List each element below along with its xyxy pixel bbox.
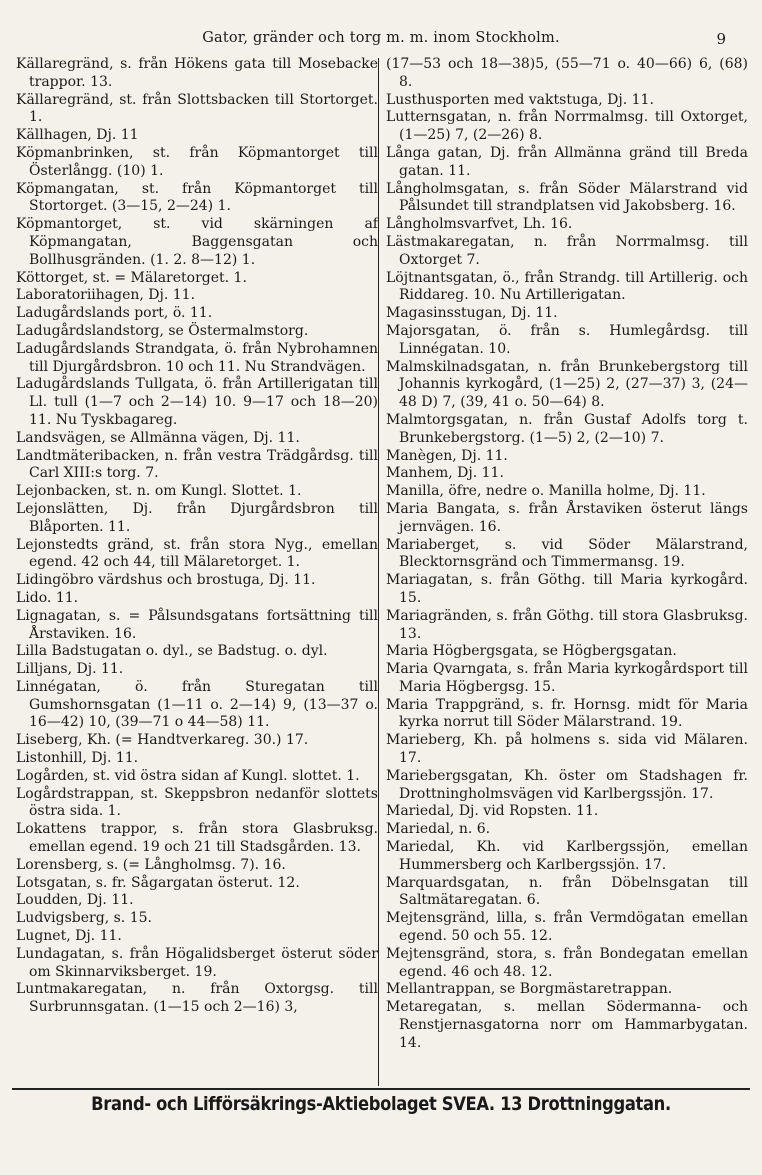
street-entry: Ladugårdslands Strandgata, ö. från Nybrohamnen till Djurgårdsbron. 10 och 11. Nu Strandvägen. [16,340,378,375]
street-entry: Maria Qvarngata, s. från Maria kyrkogårdsport till Maria Högbergsg. 15. [386,661,748,695]
street-entry: Ladugårdslandstorg, se Östermalmstorg. [16,322,309,339]
street-entry: Köttorget, st. = Mälaretorget. 1. [16,269,247,286]
street-entry: Mariagatan, s. från Göthg. till Maria kyrkogård. 15. [386,572,748,606]
page-header [16,30,746,52]
street-entry: Ludvigsberg, s. 15. [16,910,152,927]
street-entry: Ladugårdslands port, ö. 11. [16,305,213,322]
street-entry: Löjtnantsgatan, ö., från Strandg. till Artillerig. och Riddareg. 10. Nu Artillerigatan. [386,269,748,304]
running-title: Gator, gränder och torg m. m. inom Stockholm. [202,30,560,46]
street-entry: Maria Högbergsgata, se Högbergsgatan. [386,643,677,660]
street-entry: Lästmakaregatan, n. från Norrmalmsg. till Oxtorget 7. [386,233,748,268]
street-entry: Lotsgatan, s. fr. Sågargatan österut. 12. [16,874,300,891]
street-entry: Lejonstedts gränd, st. från stora Nyg., emellan egend. 42 och 44, till Mälaretorget. 1. [16,536,378,571]
street-entry: Källaregränd, st. från Slottsbacken till Stortorget. 1. [16,91,378,126]
street-entry: Långholmsvarfvet, Lh. 16. [386,216,573,233]
street-entry: Köpmangatan, st. från Köpmantorget till Stortorget. (3—15, 2—24) 1. [16,180,378,215]
street-entry: Lejonbacken, st. n. om Kungl. Slottet. 1. [16,483,302,500]
footer-rule [12,1088,750,1090]
street-entry: Mariedal, n. 6. [386,821,491,838]
street-entry: Långa gatan, Dj. från Allmänna gränd till Breda gatan. 11. [386,144,748,179]
street-entry: Logården, st. vid östra sidan af Kungl. slottet. 1. [16,767,360,784]
street-entry: Mariedal, Kh. vid Karlbergssjön, emellan Hummersberg och Karlbergssjön. 17. [386,839,748,873]
page-number: 9 [716,30,726,48]
street-entry: Mariaberget, s. vid Söder Mälarstrand, Blecktornsgränd och Timmermansg. 19. [386,536,748,571]
street-entry: Magasinsstugan, Dj. 11. [386,305,558,322]
street-entry: Lignagatan, s. = Pålsundsgatans fortsättning till Årstaviken. 16. [16,607,378,642]
street-entry: Manilla, öfre, nedre o. Manilla holme, Dj. 11. [386,483,706,500]
street-entry: Metaregatan, s. mellan Södermanna- och Renstjernasgatorna norr om Hammarbygatan. 14. [386,999,748,1051]
street-entry: Lugnet, Dj. 11. [16,928,122,945]
street-entry: Köpmanbrinken, st. från Köpmantorget till Österlångg. (10) 1. [16,144,378,179]
street-entry: Manègen, Dj. 11. [386,447,508,464]
left-column [16,56,378,1086]
street-entry: Marieberg, Kh. på holmens s. sida vid Mälaren. 17. [386,732,748,767]
street-entry: (17—53 och 18—38)5, (55—71 o. 40—66) 6, (68) 8. [386,56,748,90]
street-entry: Lido. 11. [16,589,79,606]
street-entry: Landtmäteribacken, n. från vestra Trädgårdsg. till Carl XIII:s torg. 7. [16,447,378,482]
right-column [386,56,748,1086]
street-entry: Manhem, Dj. 11. [386,465,504,482]
street-entry: Majorsgatan, ö. från s. Humlegårdsg. till Linnégatan. 10. [386,322,748,357]
street-entry: Maria Bangata, s. från Årstaviken österut längs jernvägen. 16. [386,500,748,535]
street-entry: Landsvägen, se Allmänna vägen, Dj. 11. [16,429,300,446]
street-entry: Lusthusporten med vaktstuga, Dj. 11. [386,91,654,108]
street-entry: Laboratoriihagen, Dj. 11. [16,287,196,304]
street-entry: Listonhill, Dj. 11. [16,750,139,767]
street-entry: Mariedal, Dj. vid Ropsten. 11. [386,803,599,820]
footer-advertisement: Brand- och Lifförsäkrings-Aktiebolaget SVEA. 13 Drottninggatan. [91,1093,671,1115]
street-entry: Lutternsgatan, n. från Norrmalmsg. till Oxtorget, (1—25) 7, (2—26) 8. [386,109,748,144]
street-entry: Källhagen, Dj. 11 [16,127,139,144]
street-entry: Maria Trappgränd, s. fr. Hornsg. midt för Maria kyrka norrut till Söder Mälarstrand. 19. [386,696,748,731]
street-entry: Mariagränden, s. från Göthg. till stora Glasbruksg. 13. [386,607,748,642]
column-divider [378,58,379,1086]
street-entry: Luntmakaregatan, n. från Oxtorgsg. till Surbrunnsgatan. (1—15 och 2—16) 3, [16,981,378,1016]
street-entry: Mellantrappan, se Borgmästaretrappan. [386,981,673,998]
street-entry: Lundagatan, s. från Högalidsberget österut söder om Skinnarviksberget. 19. [16,945,378,980]
street-entry: Källaregränd, s. från Hökens gata till Mosebacke trappor. 13. [16,56,378,90]
street-entry: Linnégatan, ö. från Sturegatan till Gumshornsgatan (1—11 o. 2—14) 9, (13—37 o. 16—42) 10, (39—71 o 44—58) 11. [16,678,378,731]
street-entry: Loudden, Dj. 11. [16,892,134,909]
street-entry: Lokattens trappor, s. från stora Glasbruksg. emellan egend. 19 och 21 till Stadsgården. 13. [16,821,378,856]
street-entry: Lorensberg, s. (= Långholmsg. 7). 16. [16,856,286,873]
street-entry: Köpmantorget, st. vid skärningen af Köpmangatan, Baggensgatan och Bollhusgränden. (1. 2. 8—12) 1. [16,216,378,268]
street-entry: Ladugårdslands Tullgata, ö. från Artillerigatan till Ll. tull (1—7 och 2—14) 10. 9—17 och 18—20) 11. Nu Tyskbagareg. [16,376,378,428]
street-entry: Liseberg, Kh. (= Handtverkareg. 30.) 17. [16,732,309,749]
street-entry: Lilla Badstugatan o. dyl., se Badstug. o. dyl. [16,643,328,660]
street-entry: Lejonslätten, Dj. från Djurgårdsbron till Blåporten. 11. [16,500,378,535]
street-entry: Marquardsgatan, n. från Döbelnsgatan till Saltmätaregatan. 6. [386,874,748,909]
street-entry: Lilljans, Dj. 11. [16,661,124,678]
street-entry: Malmskilnadsgatan, n. från Brunkebergstorg till Johannis kyrkogård, (1—25) 2, (27—37) 3, (24—48 D) 7, (39, 41 o. 50—64) 8. [386,358,748,411]
street-entry: Mariebergsgatan, Kh. öster om Stadshagen fr. Drottningholmsvägen vid Karlbergssjön. 17. [386,767,748,802]
street-entry: Mejtensgränd, lilla, s. från Vermdögatan emellan egend. 50 och 55. 12. [386,910,748,945]
street-entry: Logårdstrappan, st. Skeppsbron nedanför slottets östra sida. 1. [16,785,378,820]
street-entry: Malmtorgsgatan, n. från Gustaf Adolfs torg t. Brunkebergstorg. (1—5) 2, (2—10) 7. [386,411,748,446]
street-entry: Mejtensgränd, stora, s. från Bondegatan emellan egend. 46 och 48. 12. [386,945,748,980]
street-index [16,56,748,1086]
street-entry: Lidingöbro värdshus och brostuga, Dj. 11. [16,572,316,589]
street-entry: Långholmsgatan, s. från Söder Mälarstrand vid Pålsundet till strandplatsen vid Jakobsberg. 16. [386,180,748,215]
